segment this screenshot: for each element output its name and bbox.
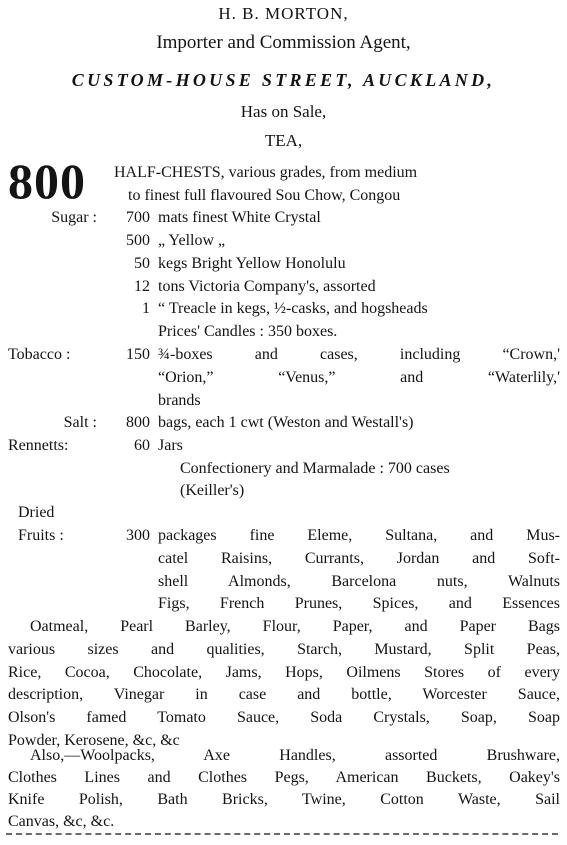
general-line-6: Powder, Kerosene, &c, &c xyxy=(8,732,180,749)
merchant-name: H. B. MORTON, xyxy=(218,4,349,23)
tea-line-2: to finest full flavoured Sou Chow, Congou xyxy=(128,187,401,204)
tea-quantity: 800 xyxy=(8,153,86,209)
dried-fruits-line-3: shell Almonds, Barcelona nuts, Walnuts xyxy=(158,573,560,590)
confectionery-line-1: Confectionery and Marmalade : 700 cases xyxy=(180,460,450,477)
general-line-2: various sizes and qualities, Starch, Mustard, Split Peas, xyxy=(8,641,560,658)
sugar-qty-4: 12 xyxy=(134,278,150,295)
general-line-3: Rice, Cocoa, Chocolate, Jams, Hops, Oilmens Stores of every xyxy=(8,664,560,681)
also-line-1: Also,—Woolpacks, Axe Handles, assorted Brushware, xyxy=(30,747,560,764)
tea-heading: TEA, xyxy=(264,131,303,150)
dried-fruits-qty: 300 xyxy=(126,527,150,544)
sugar-text-2: „ Yellow „ xyxy=(158,232,226,249)
bottom-rule xyxy=(6,833,558,835)
candles-line: Prices' Candles : 350 boxes. xyxy=(158,323,338,340)
dried-fruits-line-2: catel Raisins, Currants, Jordan and Soft- xyxy=(158,550,560,567)
sugar-qty-1: 700 xyxy=(126,209,150,226)
salt-text: bags, each 1 cwt (Weston and Westall's) xyxy=(158,414,414,431)
has-on-sale: Has on Sale, xyxy=(240,102,327,121)
salt-label: Salt : xyxy=(63,414,97,431)
also-line-3: Knife Polish, Bath Bricks, Twine, Cotton Waste, Sail xyxy=(8,791,560,808)
dried-fruits-line-1: packages fine Eleme, Sultana, and Mus- xyxy=(158,527,560,544)
merchant-occupation: Importer and Commission Agent, xyxy=(156,32,411,53)
sugar-qty-3: 50 xyxy=(134,255,150,272)
rennetts-label: Rennetts: xyxy=(8,437,69,454)
dried-fruits-label-1: Dried xyxy=(18,504,55,521)
sugar-text-3: kegs Bright Yellow Honolulu xyxy=(158,255,346,272)
general-line-1: Oatmeal, Pearl Barley, Flour, Paper, and Paper Bags xyxy=(30,618,560,635)
rennetts-text: Jars xyxy=(158,437,183,454)
also-line-4: Canvas, &c, &c. xyxy=(8,813,115,830)
sugar-qty-5: 1 xyxy=(142,300,150,317)
dried-fruits-line-4: Figs, French Prunes, Spices, and Essences xyxy=(158,595,560,612)
sugar-label: Sugar : xyxy=(51,209,97,226)
tea-line-1: HALF-CHESTS, various grades, from medium xyxy=(114,164,418,181)
rennetts-qty: 60 xyxy=(134,437,150,454)
tobacco-qty: 150 xyxy=(126,346,150,363)
sugar-text-5: “ Treacle in kegs, ½-casks, and hogsheads xyxy=(158,300,428,317)
tobacco-label: Tobacco : xyxy=(8,346,71,363)
merchant-address: CUSTOM-HOUSE STREET, AUCKLAND, xyxy=(71,70,496,90)
dried-fruits-label-2: Fruits : xyxy=(18,527,64,544)
sugar-qty-2: 500 xyxy=(126,232,150,249)
sugar-text-4: tons Victoria Company's, assorted xyxy=(158,278,376,295)
tobacco-line-2: “Orion,” “Venus,” and “Waterlily,' xyxy=(158,369,560,386)
also-line-2: Clothes Lines and Clothes Pegs, American Buckets, Oakey's xyxy=(8,769,560,786)
confectionery-line-2: (Keiller's) xyxy=(180,482,245,499)
general-line-5: Olson's famed Tomato Sauce, Soda Crystals, Soap, Soap xyxy=(8,709,560,726)
salt-qty: 800 xyxy=(126,414,150,431)
tobacco-line-1: ¾-boxes and cases, including “Crown,' xyxy=(158,346,560,363)
tobacco-line-3: brands xyxy=(158,392,201,409)
sugar-text-1: mats finest White Crystal xyxy=(158,209,321,226)
general-line-4: description, Vinegar in case and bottle, Worcester Sauce, xyxy=(8,686,560,703)
